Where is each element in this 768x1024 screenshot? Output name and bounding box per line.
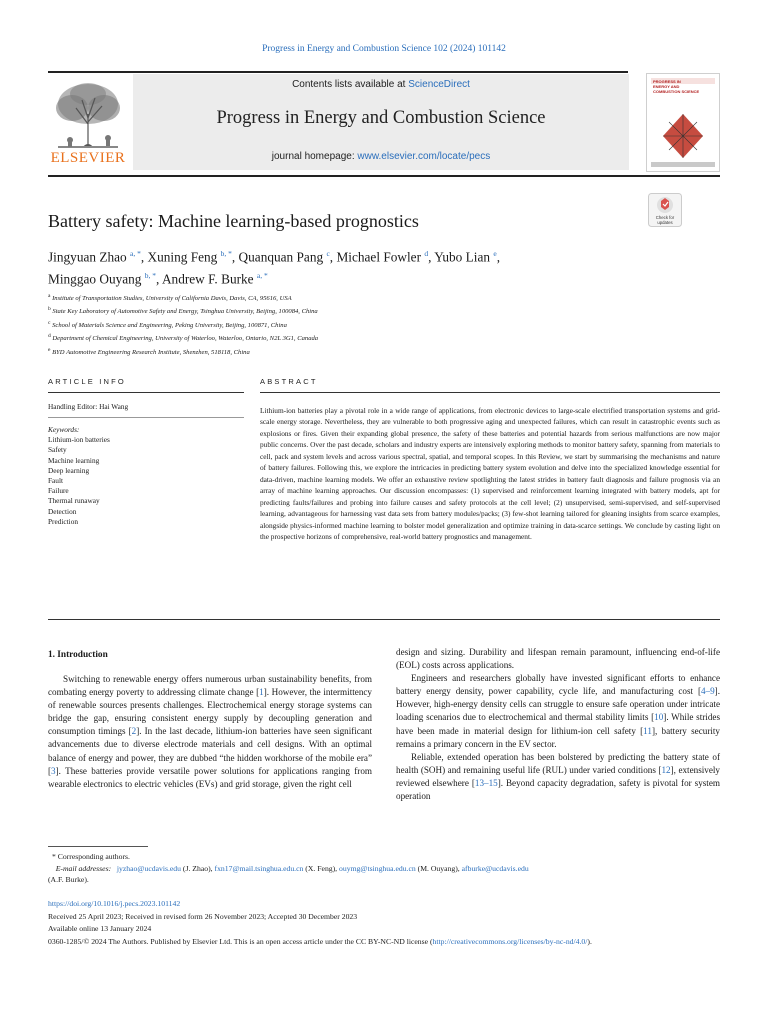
section-heading-introduction: 1. Introduction <box>48 650 108 660</box>
author-separator: , <box>140 249 148 265</box>
elsevier-wordmark: ELSEVIER <box>50 150 126 166</box>
license-statement <box>48 937 720 948</box>
available-online-date: Available online 13 January 2024 <box>48 924 152 933</box>
svg-text:COMBUSTION SCIENCE: COMBUSTION SCIENCE <box>653 89 700 94</box>
affiliation-text: State Key Laboratory of Automotive Safety and Energy, Tsinghua University, Beijing, 100084, China <box>52 308 318 316</box>
handling-editor: Handling Editor: Hai Wang <box>48 402 129 411</box>
email-link[interactable]: afburke@ucdavis.edu <box>461 864 529 873</box>
affiliation-marker: b <box>48 306 51 313</box>
license-link[interactable]: http://creativecommons.org/licenses/by-nc-nd/4.0/ <box>432 937 588 946</box>
affiliation-text: School of Materials Science and Engineering, Peking University, Beijing, 100871, China <box>52 321 287 329</box>
author-name[interactable]: Michael Fowler <box>336 249 422 265</box>
reference-link[interactable]: 2 <box>131 726 137 737</box>
keywords-block <box>48 425 244 527</box>
header-bottom-rule <box>48 175 720 177</box>
email-label: E-mail addresses: <box>55 864 112 873</box>
email-owner: (M. Ouyang), <box>415 864 462 873</box>
contents-prefix: Contents lists available at <box>292 79 409 90</box>
author-affiliation-marker[interactable]: a, * <box>130 249 141 258</box>
text-run: Switching to renewable energy offers numerous urban sustainability benefits, from combating energy poverty to addressing climate change [ <box>48 674 372 698</box>
text-run: ]. While strides have been made in material design for lithium-ion cell safety [ <box>396 712 721 736</box>
footnote-rule <box>48 846 148 847</box>
license-text: 0360-1285/© 2024 The Authors. Published by Elsevier Ltd. This is an open access article under the CC BY-NC-ND license ( <box>48 937 433 946</box>
text-run: ]. However, high-energy density cells can struggle to ensure safe operation under intricate loading scenarios due to electrochemical and thermal stability limits [ <box>396 686 720 723</box>
author-affiliation-marker[interactable]: d <box>424 249 429 258</box>
paragraph <box>396 646 720 672</box>
svg-text:updates: updates <box>657 220 673 225</box>
author-affiliation-marker[interactable]: b, * <box>144 271 157 281</box>
keyword-item[interactable]: Thermal runaway <box>48 496 100 506</box>
text-run: ]. Beyond capacity degradation, safety is pivotal for system operation <box>396 777 720 802</box>
text-run: ], battery security remains a primary concern in the EV sector. <box>396 725 720 749</box>
author-name[interactable]: Andrew F. Burke <box>161 271 254 287</box>
keywords-label: Keywords: <box>48 425 80 434</box>
article-title: Battery safety: Machine learning-based prognostics <box>48 211 419 231</box>
abstract-heading: ABSTRACT <box>260 377 318 386</box>
text-run: Reliable, extended operation has been bolstered by predicting the battery state of health (SOH) and remaining useful life (RUL) under varied conditions [ <box>396 751 720 775</box>
header-top-rule <box>48 71 628 73</box>
abstract-rule <box>260 392 720 393</box>
author-separator: , <box>329 249 337 265</box>
author-separator: , <box>156 271 162 287</box>
email-owner: (J. Zhao), <box>180 864 215 873</box>
email-owner: (A.F. Burke). <box>48 874 89 884</box>
affiliation-item <box>48 291 608 304</box>
author-affiliation-marker[interactable]: b, * <box>220 249 232 258</box>
reference-link[interactable]: 11 <box>643 725 652 736</box>
doi-line <box>48 899 180 910</box>
affiliation-item <box>48 304 608 317</box>
corresponding-authors-note: * Corresponding authors. <box>52 852 130 861</box>
affiliation-text: BYD Automotive Engineering Research Institute, Shenzhen, 518118, China <box>52 348 250 356</box>
reference-link[interactable]: 10 <box>654 712 664 723</box>
affiliation-text: Department of Chemical Engineering, University of Waterloo, Waterloo, Ontario, N2L 3G1, Canada <box>52 335 319 343</box>
keyword-item[interactable]: Deep learning <box>48 465 90 475</box>
affiliation-item <box>48 345 608 358</box>
author-list <box>48 244 648 289</box>
keyword-item[interactable]: Fault <box>48 476 63 486</box>
affiliation-marker: e <box>48 346 51 353</box>
received-dates: Received 25 April 2023; Received in revised form 26 November 2023; Accepted 30 December 2023 <box>48 912 358 921</box>
email-link[interactable]: fxn17@mail.tsinghua.edu.cn <box>214 864 304 873</box>
svg-text:Check for: Check for <box>655 215 675 220</box>
paragraph <box>48 673 372 791</box>
abstract-bottom-rule <box>48 619 720 620</box>
affiliation-marker: d <box>48 333 51 340</box>
affiliation-text: Institute of Transportation Studies, University of California Davis, Davis, CA, 95616, USA <box>52 295 292 303</box>
article-info-divider <box>48 417 244 418</box>
text-run: ]. However, the intermittency of renewable sources presents challenges. Electrochemical energy storage systems can bridge the gap, ensuring consistent energy supply by decoupling generation and consumption timings [ <box>48 687 372 737</box>
homepage-prefix: journal homepage: <box>271 151 358 162</box>
author-name[interactable]: Yubo Lian <box>434 249 491 265</box>
email-addresses <box>48 864 720 886</box>
reference-link[interactable]: 12 <box>661 764 671 775</box>
license-text: ). <box>587 937 592 946</box>
author-name[interactable]: Xuning Feng <box>147 249 218 265</box>
keyword-item[interactable]: Failure <box>48 486 69 496</box>
author-affiliation-marker[interactable]: a, * <box>256 271 268 281</box>
reference-link[interactable]: 4–9 <box>700 686 715 697</box>
text-run: design and sizing. Durability and lifespan remain paramount, influencing end-of-life (EOL) costs across applications. <box>396 647 720 671</box>
text-run: ]. In the last decade, lithium-ion batteries have seen significant advancements due to diverse electrode materials and cell designs. With an optimal balance of energy and power, they are dubbed “the hidden workhorse of the mobile era” [ <box>48 726 372 776</box>
author-separator: , <box>428 249 435 265</box>
keyword-item[interactable]: Detection <box>48 506 77 516</box>
affiliation-item <box>48 331 608 344</box>
cover-art-icon <box>647 74 719 171</box>
text-run: ]. These batteries provide versatile power solutions for applications ranging from wearable electronics to electric vehicles (EVs) and grid storage, given the right cell <box>48 765 372 789</box>
journal-homepage-line <box>133 151 629 162</box>
email-link[interactable]: ouymg@tsinghua.edu.cn <box>339 864 416 873</box>
email-owner: (X. Feng), <box>303 864 340 873</box>
running-citation[interactable]: Progress in Energy and Combustion Science 102 (2024) 101142 <box>262 44 506 54</box>
article-info-rule <box>48 392 244 393</box>
reference-link[interactable]: 13–15 <box>474 777 498 788</box>
keyword-item[interactable]: Lithium-ion batteries <box>48 435 110 445</box>
svg-text:ENERGY AND: ENERGY AND <box>653 84 680 89</box>
keyword-item[interactable]: Prediction <box>48 516 78 526</box>
sciencedirect-link[interactable]: ScienceDirect <box>408 79 470 90</box>
article-info-heading: ARTICLE INFO <box>48 377 126 386</box>
affiliation-marker: a <box>48 293 51 299</box>
text-run: Engineers and researchers globally have invested significant efforts to enhance battery energy density, power capability, cycle life, and manufacturing cost [ <box>396 673 720 697</box>
journal-title: Progress in Energy and Combustion Science <box>216 108 546 128</box>
author-name[interactable]: Minggao Ouyang <box>48 271 142 287</box>
svg-text:PROGRESS IN: PROGRESS IN <box>653 79 681 84</box>
email-link[interactable]: jyzhao@ucdavis.edu <box>116 864 181 873</box>
author-separator: , <box>496 249 501 265</box>
author-name[interactable]: Quanquan Pang <box>238 249 324 265</box>
doi-link[interactable]: https://doi.org/10.1016/j.pecs.2023.101142 <box>48 899 181 908</box>
abstract-text: Lithium-ion batteries play a pivotal role in a wide range of applications, from electronic devices to large-scale electrified transportation systems and grid-scale energy storage. Nevertheless, they are vulnerable to both progressive aging and unexpected failures, which can result in catastrophic events such as explosions or fires. Given their expanding global presence, the safety of these batteries and potential hazards from serious malfunctions are now major public concerns. Over the past decade, scholars and industry experts are intensively exploring methods to monitor battery safety, spanning from materials to cell, pack and system levels and across various spectral, spatial, and temporal scopes. In this Review, we start by summarising the mechanisms and nature of battery failures. Following this, we explore the intricacies in predicting battery system evolution and delve into the specialized knowledge essential for data-driven, machine learning models. We offer an exhaustive review spotlighting the latest strides in battery fault diagnosis and failure prognosis via an array of machine learning approaches. Our discussion encompasses: (1) supervised and reinforcement learning integrated with battery models, apt for predicting faults/failures and probing into failure causes and safety protocols at the cell level; (2) unsupervised, semi-supervised, and self-supervised learning, advantageous for harnessing vast data sets from battery modules/packs; (3) few-shot learning tailored for gleaning insights from scarce examples, alongside physics-informed machine learning to bolster model generalization and optimize training in data-scarce settings. We conclude by casting light on the prospective horizons of comprehensive, real-world battery prognostics and management. <box>260 406 720 541</box>
reference-link[interactable]: 3 <box>51 765 56 776</box>
affiliation-marker: c <box>48 319 51 326</box>
intro-right-column <box>396 646 720 803</box>
affiliation-item <box>48 318 608 331</box>
affiliation-list <box>48 291 608 358</box>
author-affiliation-marker[interactable]: e <box>493 249 497 258</box>
author-name[interactable]: Jingyuan Zhao <box>48 249 127 265</box>
keyword-item[interactable]: Safety <box>48 445 67 455</box>
keyword-item[interactable]: Machine learning <box>48 455 100 465</box>
text-run: ], extensively reviewed elsewhere [ <box>396 764 720 788</box>
intro-left-column <box>48 673 372 791</box>
paragraph <box>396 751 720 803</box>
author-affiliation-marker[interactable]: c <box>326 249 330 258</box>
author-separator: , <box>231 249 239 265</box>
contents-line <box>133 79 629 90</box>
journal-homepage-link[interactable]: www.elsevier.com/locate/pecs <box>357 151 491 162</box>
journal-cover-thumbnail[interactable] <box>646 73 720 172</box>
paragraph <box>396 672 720 751</box>
reference-link[interactable]: 1 <box>259 687 264 698</box>
check-for-updates-icon[interactable] <box>648 193 682 227</box>
